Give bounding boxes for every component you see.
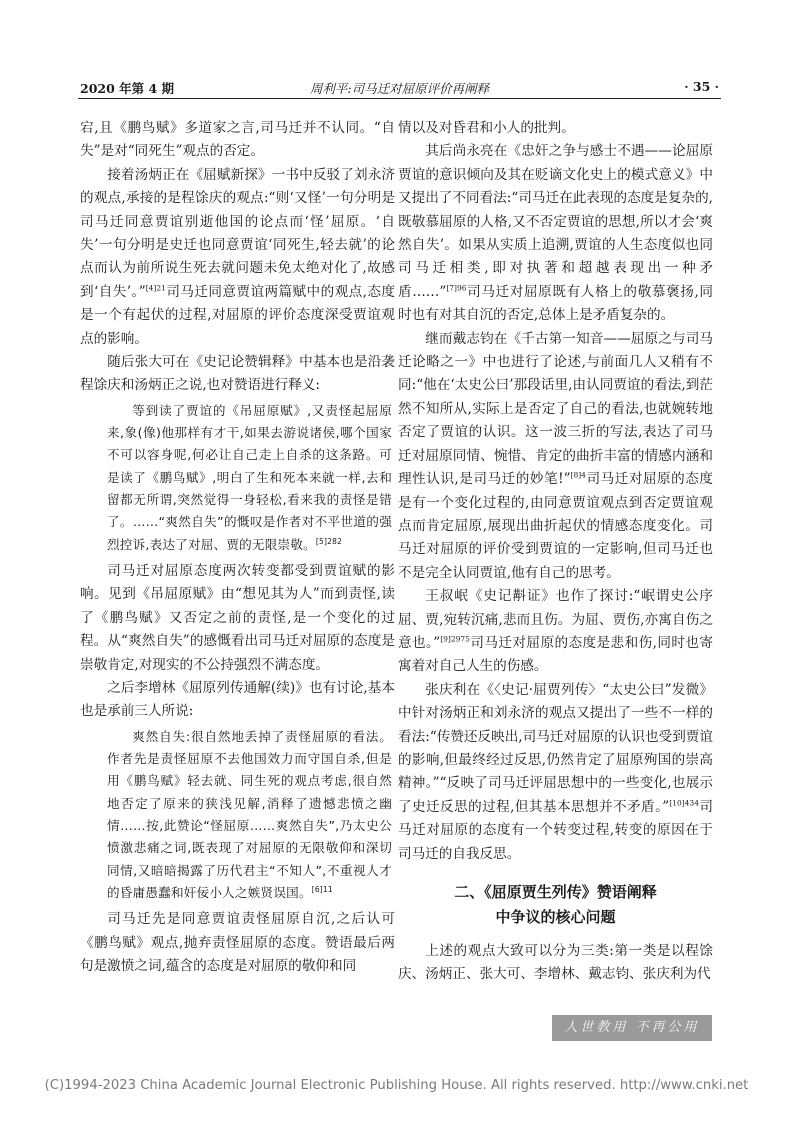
paragraph: 随后张大可在《史记论赞辑释》中基本也是沿袭程馀庆和汤炳正之说,也对赞语进行释义: xyxy=(80,354,395,394)
paragraph: 司马迁先是同意贾谊责怪屈原自沉,之后认可《鹏鸟赋》观点,抛弃责怪屈原的态度。赞语最后两句是激愤之词,蕴含的态度是对屈原的敬仰和同 xyxy=(80,911,395,974)
running-header xyxy=(78,78,721,99)
citation-mark: [8]4 xyxy=(570,470,586,480)
paragraph: 上述的观点大致可以分为三类:第一类是以程馀庆、汤炳正、张大可、李增林、戴志钧、张庆利为代 xyxy=(398,943,713,983)
citation-mark: [9]2975 xyxy=(440,634,470,644)
citation-mark: [5]282 xyxy=(315,536,343,546)
paragraph: 之后李增林《屈原列传通解(续)》也有讨论,基本也是承前三人所说: xyxy=(80,679,395,720)
paragraph: 张庆利在《〈史记·屈贾列传〉“太史公曰”发微》中针对汤炳正和刘永济的观点又提出了一些不一样的看法:“传赞还反映出,司马迁对屈原的认识也受到贾谊的影响,但最终经过反思,仍然肯定了屈原殉国的崇高精神。”“反映了司马迁评屈思想中的一些变化,也展示了史迁反思的过程,但其基本思想并不矛盾。”$^{[10]434}$司马迁对屈原的态度有一个转变过程,转变的原因在于司马迁的自我反思。 xyxy=(398,681,713,862)
citation-mark: [4]21 xyxy=(145,283,166,293)
right-column xyxy=(398,117,713,987)
paragraph: 宕,且《鹏鸟赋》多道家之言,司马迁并不认同。“自失”是对“同死生”观点的否定。 xyxy=(80,120,395,160)
right-paragraphs xyxy=(398,117,713,866)
paragraph: 王叔岷《史记斠证》也作了探讨:“岷谓史公序屈、贾,宛转沉痛,悲而且伤。为屈、贾伤,亦寓自伤之意也。”$^{[9]2975}$司马迁对屈原的态度是悲和伤,同时也寄寓着对自己人生的伤感。 xyxy=(398,588,713,675)
paragraph: 继而戴志钧在《千古第一知音——屈原之与司马迁论略之一》中也进行了论述,与前面几人又稍有不同:“他在‘太史公曰’那段话里,由认同贾谊的看法,到茫然不知所从,实际上是否定了自己的看法,也就婉转地否定了贾谊的认识。这一波三折的写法,表达了司马迁对屈原同情、惋惜、肯定的曲折丰富的情感内涵和理性认识,是司马迁的妙笔!”$^{[8]4}$司马迁对屈原的态度是有一个变化过程的,由同意贾谊观点到否定贾谊观点而肯定屈原,展现出曲折起伏的情感态度变化。司马迁对屈原的评价受到贾谊的一定影响,但司马迁也不是完全认同贾谊,他有自己的思考。 xyxy=(398,330,714,581)
left-column xyxy=(80,117,395,978)
section-heading-line2: 中争议的核心问题 xyxy=(495,908,616,926)
watermark-stamp: 人世教用 不再公用 xyxy=(552,1015,712,1041)
block-quote: 爽然自失:很自然地丢掉了责怪屈原的看法。作者先是责怪屈原不去他国效力而守国自杀,但是用《鹏鸟赋》轻去就、同生死的观点考虑,很自然地否定了原来的狭浅见解,消释了遗憾悲愤之幽情……按,此赞论“怪屈原……爽然自失”,乃太史公愤激悲痛之词,既表现了对屈原的无限敬仰和深切同情,又暗暗揭露了历代君主“不知人”,不重视人才的昏庸愚蠢和奸佞小人之嫉贤误国。$^{[6]11}$ xyxy=(107,728,392,900)
paragraph: 司马迁对屈原态度两次转变都受到贾谊赋的影响。见到《吊屈原赋》由“想见其为人”而到责怪,读了《鹏鸟赋》又否定之前的责怪,是一个变化的过程。从“爽然自失”的感慨看出司马迁对屈原的态度是崇敬肯定,对现实的不公持强烈不满态度。 xyxy=(80,562,395,673)
section-heading-line1: 二、《屈原贾生列传》赞语阐释 xyxy=(454,883,657,901)
page-number: · 35 · xyxy=(684,79,719,94)
citation-mark: [10]434 xyxy=(669,798,699,808)
paragraph: 接着汤炳正在《屈赋新探》一书中反驳了刘永济的观点,承接的是程馀庆的观点:“则‘又怪’一句分明是司马迁同意贾谊别逝他国的论点而‘怪’屈原。‘自失’一句分明是史迁也同意贾谊‘同死生,轻去就’的论点而认为前所说生死去就问题未免太绝对化了,故感到‘自失’。”$^{[4]21}$司马迁同意贾谊两篇赋中的观点,态度是一个有起伏的过程,对屈原的评价态度深受贾谊观点的影响。 xyxy=(80,166,395,347)
paragraph: 情以及对昏君和小人的批判。 xyxy=(398,120,575,136)
issue-label: 2020 年第 4 期 xyxy=(80,81,175,96)
copyright-footer: (C)1994-2023 China Academic Journal Electronic Publishing House. All rights reserved. http://www.cnki.net xyxy=(44,1078,749,1093)
section-heading xyxy=(398,880,713,930)
citation-mark: [6]11 xyxy=(311,884,333,894)
running-title: 周利平:司马迁对屈原评价再阐释 xyxy=(309,81,490,96)
paragraph: 其后尚永亮在《忠奸之争与感士不遇——论屈原贾谊的意识倾向及其在贬谪文化史上的模式意义》中又提出了不同看法:“司马迁在此表现的态度是复杂的,既敬慕屈原的人格,又不否定贾谊的思想,所以才会‘爽然自失’。如果从实质上追溯,贾谊的人生态度似也同司马迁相类,即对执著和超越表现出一种矛盾……”$^{[7]96}$司马迁对屈原既有人格上的敬慕褒扬,同时也有对其自沉的否定,总体上是矛盾复杂的。 xyxy=(398,143,714,324)
block-quote: 等到读了贾谊的《吊屈原赋》,又责怪起屈原来,象(像)他那样有才干,如果去游说诸侯,哪个国家不可以容身呢,何必让自己走上自杀的这条路。可是读了《鹏鸟赋》,明白了生和死本来就一样,去和留都无所谓,突然觉得一身轻松,看来我的责怪是错了。……“爽然自失”的慨叹是作者对不平世道的强烈控诉,表达了对屈、贾的无限崇敬。$^{[5]282}$ xyxy=(107,402,392,552)
section-body xyxy=(398,940,713,987)
citation-mark: [7]96 xyxy=(446,283,467,293)
